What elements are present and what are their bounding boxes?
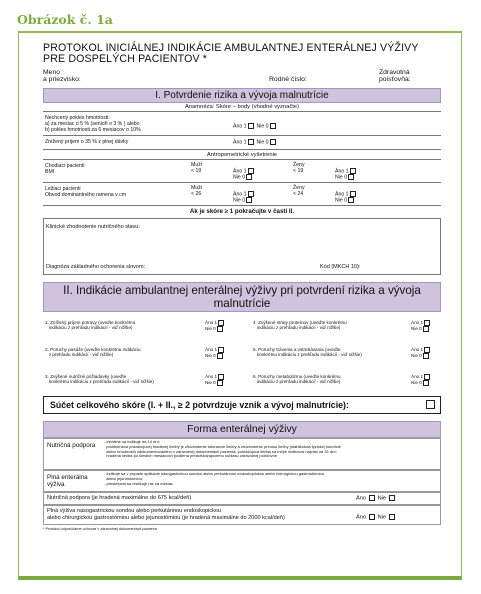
women-label: Ženy: [293, 185, 305, 191]
checkbox[interactable]: [217, 380, 223, 386]
protocol-form: [43, 43, 441, 531]
birth-number-label: Rodné číslo:: [269, 76, 307, 83]
option: Nie 0: [335, 197, 354, 203]
document-frame: [18, 31, 462, 580]
indication-4: 4. Zvýšené straty proteínov (uveďte konkrétnu indikáciu z prehľadu indikácií - viď nižšie): [253, 320, 347, 331]
checkbox[interactable]: [248, 123, 254, 129]
checkbox[interactable]: [369, 514, 375, 520]
checkbox[interactable]: [348, 197, 354, 203]
option: Áno Nie: [356, 514, 395, 520]
checkbox[interactable]: [423, 326, 429, 332]
option: Áno 1 Nie 0: [411, 374, 430, 386]
men-label: Muži: [191, 185, 202, 191]
checkbox[interactable]: [246, 197, 252, 203]
intake-label: Znížený príjem o 35 % z plnej dávky: [45, 139, 129, 145]
indication-1: 1. Znížený príjem potravy (uveďte konkrétnu indikáciu z prehľadu indikácií - viď nižšie): [45, 320, 136, 331]
checkbox[interactable]: [348, 174, 354, 180]
total-score-row: [43, 396, 441, 414]
bmi-row: [43, 160, 441, 183]
full-enteral-text: - indikuje sa v prípade aplikácie nasogastrickou sondou alebo perkutánnou endoskopickou alebo chirurgickou gastrostómiou alebo jejunostómiou; - preskripcia sa realizuje raz za mesiac.: [104, 471, 324, 486]
checkbox[interactable]: [217, 326, 223, 332]
checkbox[interactable]: [389, 514, 395, 520]
option: Áno 1 Nie 0: [205, 374, 224, 386]
section-3-header: Forma enterálnej výživy: [43, 421, 441, 438]
checkbox[interactable]: [246, 174, 252, 180]
anthropometric-header: Antropometrické vyšetrenie: [43, 151, 441, 160]
intake-row: [43, 136, 441, 150]
full-feeding-label: Plná výživa nasogastrickou sondou alebo perkutánnou endoskopickou alebo chirurgickou gastrostómiou alebo jejunostómiou (je hradená maximálne do 2000 kcal/deň): [47, 508, 285, 521]
weight-loss-label: Nechcený pokles hmotnosti: a) za mesiac o 5 % (senioři o 3 % ) alebo b) pokles hmotnosti za 6 mesiacov o 10%: [45, 115, 141, 133]
checkbox[interactable]: [270, 139, 276, 145]
section-1-header: I. Potvrdenie rizika a vývoja malnutrície: [43, 88, 441, 103]
section-2-header: II. Indikácie ambulantnej enterálnej výživy pri potvrdení rizika a vývoja malnutrície: [43, 282, 441, 312]
men-label: Muži: [191, 162, 202, 168]
indications-grid: [43, 312, 441, 390]
checkbox[interactable]: [423, 353, 429, 359]
option: Nie 0: [233, 174, 252, 180]
nutrition-support-label: Nutričná podpora: [47, 442, 96, 449]
anamnesis-header: Anamnéza: Skóre – body (vhodné vyznačte): [43, 103, 441, 112]
weight-loss-options: Áno 1 Nie 0: [233, 123, 276, 129]
total-score-label: Súčet celkového skóre (I. + II., ≥ 2 potvrdzuje vznik a vývoj malnutrície):: [50, 400, 349, 410]
option: Nie 0: [335, 174, 354, 180]
arm-row: [43, 183, 441, 206]
checkbox[interactable]: [270, 123, 276, 129]
name-label: Meno a priezvisko:: [43, 69, 81, 83]
option: Nie 0: [233, 197, 252, 203]
full-feeding-row: [43, 505, 441, 525]
lying-label: Ležiaci pacienti Obvod dominantného ramena v cm: [45, 186, 127, 198]
women-label: Ženy: [293, 162, 305, 168]
clinical-label: Klinické zhodnotenie nutričného stavu:: [46, 224, 140, 230]
checkbox[interactable]: [369, 495, 375, 501]
continue-note: Ak je skóre ≥ 1 pokračujte v časti II.: [189, 208, 295, 215]
option: Áno 1: [335, 191, 356, 197]
support-limit-label: Nutričná podpora (je hradená maximálne do 675 kcal/deň): [47, 495, 192, 501]
walking-label: Chodiaci pacienti BMI: [45, 163, 85, 175]
full-enteral-label: Plná enterálna výživa: [47, 474, 88, 488]
indication-5: 5. Poruchy trávenia a vstrebávania (uveďte konkrétnu indikáciu z prehľadu indikácií - viď nižšie): [253, 347, 362, 358]
option: Áno 1 Nie 0: [411, 347, 430, 359]
nutrition-support-text: - iniciálne sa indikuje na 14 dní; podmienkou pokračujúcej hradenej liečby je zhodnotenie tolerancie liečby a zhodnotenie prínosu liečby (stabilizácia fyzickej kondície alebo hmotnosti) zdokumentovaného v zdravotnej dokumentácii pacienta, pokračujúca liečba sa môže indikovať najviac na 31 dní; hradená liečba po šiestich mesiacoch podlieha predchádzajúcemu súhlasu zdravotnej poisťovne: [104, 439, 341, 459]
patient-fields: [43, 68, 441, 86]
bmi-men: < 19: [191, 168, 202, 174]
footnote: * Protokol odporúčame uchovať v zdravotnej dokumentácii pacienta: [43, 527, 157, 531]
checkbox[interactable]: [423, 380, 429, 386]
weight-loss-row: [43, 112, 441, 136]
form-title: PROTOKOL INICIÁLNEJ INDIKÁCIE AMBULANTNEJ ENTERÁLNEJ VÝŽIVY PRE DOSPELÝCH PACIENTOV *: [43, 42, 419, 65]
indication-3: 3. Zvýšené nutričné požiadavky (uveďte konkrétnu indikáciu z prehľadu indikácií - viď nižšie): [45, 374, 154, 385]
clinical-box: [43, 218, 441, 275]
diagnosis-label: Diagnóza základného ochorenia slovom:: [46, 264, 146, 270]
bmi-women: < 19: [293, 168, 304, 174]
full-enteral-row: [43, 470, 441, 492]
option: Áno 1 Nie 0: [205, 320, 224, 332]
option: Áno 1 Nie 0: [205, 347, 224, 359]
option: Áno 1 Nie 0: [411, 320, 430, 332]
nutrition-support-row: [43, 438, 441, 470]
checkbox[interactable]: [217, 353, 223, 359]
option: Áno 1: [233, 168, 254, 174]
arm-men: < 26: [191, 191, 202, 197]
support-limit-row: [43, 492, 441, 505]
figure-label: Obrázok č. 1a: [17, 12, 113, 27]
intake-options: Áno 1 Nie 0: [233, 139, 276, 145]
total-score-checkbox[interactable]: [426, 400, 435, 409]
indication-2: 2. Poruchy pasáže (uveďte konkrétnu indikáciu z prehľadu indikácií - viď nižšie): [45, 347, 141, 358]
code-label: Kód (MKCH 10):: [320, 264, 361, 270]
insurer-label: Zdravotná poisťovňa:: [379, 69, 411, 83]
option: Áno 1: [335, 168, 356, 174]
checkbox[interactable]: [389, 495, 395, 501]
arm-women: < 24: [293, 191, 304, 197]
option: Áno Nie: [356, 495, 395, 501]
checkbox[interactable]: [248, 139, 254, 145]
indication-6: 6. Poruchy metabolizmu (uveďte konkrétnu indikáciu z prehľadu indikácií - viď nižšie): [253, 374, 341, 385]
option: Áno 1: [233, 191, 254, 197]
